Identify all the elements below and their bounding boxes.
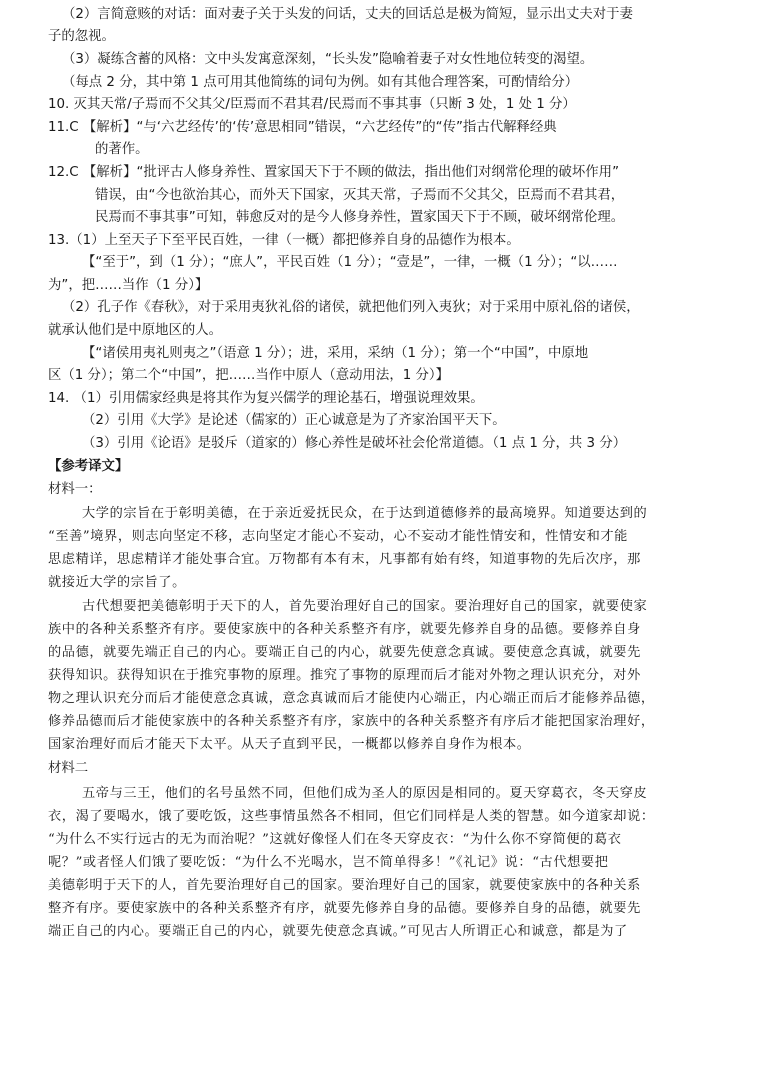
answer-line: 民焉而不事其事”可知，韩愈反对的是今人修身养性，置家国天下于不顾，破坏纲常伦理。 <box>95 210 625 225</box>
translation-line: 整齐有序。要使家族中的各种关系整齐有序，就要先修养自身的品德。要修养自身的品德，就要先 <box>48 901 641 916</box>
translation-line: 就接近大学的宗旨了。 <box>48 575 186 590</box>
material-label: 材料一： <box>48 482 102 497</box>
answer-line: 子的忽视。 <box>48 29 115 44</box>
translation-line: 呢？”或者怪人们饿了要吃饭：“为什么不光喝水，岂不简单得多！”《礼记》说：“古代想要把 <box>48 855 609 870</box>
answer-line: （2）言简意赅的对话：面对妻子关于头发的问话，丈夫的回话总是极为简短，显示出丈夫对于妻 <box>62 7 633 22</box>
answer-line: 就承认他们是中原地区的人。 <box>48 323 223 338</box>
answer-line: 【“至于”，到（1 分）；“庶人”，平民百姓（1 分）；“壹是”，一律，一概（1 分）；“以…… <box>82 255 618 270</box>
answer-line: 12.C 【解析】“批评古人修身养性、置家国天下于不顾的做法，指出他们对纲常伦理的破坏作用” <box>48 165 620 180</box>
reference-translation-heading: 【参考译文】 <box>48 459 129 474</box>
answer-line: （2）孔子作《春秋》，对于采用夷狄礼俗的诸侯，就把他们列入夷狄；对于采用中原礼俗的诸侯， <box>62 300 640 315</box>
answer-line: （每点 2 分，其中第 1 点可用其他简练的词句为例。如有其他合理答案，可酌情给分） <box>62 75 579 90</box>
translation-line: 国家治理好而后才能天下太平。从天子直到平民，一概都以修养自身作为根本。 <box>48 737 531 752</box>
translation-line: 大学的宗旨在于彰明美德，在于亲近爱抚民众，在于达到道德修养的最高境界。知道要达到的 <box>82 506 648 521</box>
translation-line: 思虑精详，思虑精详才能处事合宜。万物都有本有末，凡事都有始有终，知道事物的先后次序，那 <box>48 552 641 567</box>
answer-line: 13.（1）上至天子下至平民百姓，一律（一概）都把修养自身的品德作为根本。 <box>48 233 520 248</box>
translation-line: 修养品德而后才能使家族中的各种关系整齐有序，家族中的各种关系整齐有序后才能把国家治理好， <box>48 714 655 729</box>
answer-line: （3）引用《论语》是驳斥（道家的）修心养性是破坏社会伦常道德。（1 点 1 分，共 3 分） <box>82 436 627 451</box>
translation-line: 端正自己的内心。要端正自己的内心，就要先使意念真诚。”可见古人所谓正心和诚意，都是为了 <box>48 924 628 939</box>
answer-line: 11.C 【解析】“与‘六艺经传’的‘传’意思相同”错误，“六艺经传”的“传”指古代解释经典 <box>48 120 557 135</box>
translation-line: “至善”境界，则志向坚定不移，志向坚定才能心不妄动，心不妄动才能性情安和，性情安和才能 <box>48 529 628 544</box>
answer-line: 14. （1）引用儒家经典是将其作为复兴儒学的理论基石，增强说理效果。 <box>48 391 484 406</box>
translation-line: 物之理认识充分而后才能使意念真诚，意念真诚而后才能使内心端正，内心端正而后才能修养品德， <box>48 691 655 706</box>
translation-line: 衣，渴了要喝水，饿了要吃饭，这些事情虽然各不相同，但它们同样是人类的智慧。如今道家却说： <box>48 809 655 824</box>
answer-line: （2）引用《大学》是论述（儒家的）正心诚意是为了齐家治国平天下。 <box>82 413 506 428</box>
answer-line: 【“诸侯用夷礼则夷之”（语意 1 分）；进，采用，采纳（1 分）；第一个“中国”，中原地 <box>82 346 589 361</box>
translation-line: 族中的各种关系整齐有序。要使家族中的各种关系整齐有序，就要先修养自身的品德。要修养自身 <box>48 622 641 637</box>
answer-line: 为”，把……当作（1 分）】 <box>48 278 209 293</box>
answer-line: 错误，由“今也欲治其心，而外天下国家，灭其天常，子焉而不父其父，臣焉而不君其君， <box>95 188 625 203</box>
translation-line: 的品德，就要先端正自己的内心。要端正自己的内心，就要先使意念真诚。要使意念真诚，就要先 <box>48 645 641 660</box>
material-label: 材料二 <box>48 761 89 776</box>
answer-line: 10. 灭其天常/子焉而不父其父/臣焉而不君其君/民焉而不事其事（只断 3 处，1 处 1 分） <box>48 97 576 112</box>
answer-line: （3）凝练含蓄的风格：文中头发寓意深刻，“长头发”隐喻着妻子对女性地位转变的渴望。 <box>62 52 594 67</box>
translation-line: 五帝与三王，他们的名号虽然不同，但他们成为圣人的原因是相同的。夏天穿葛衣，冬天穿皮 <box>82 786 648 801</box>
translation-line: “为什么不实行远古的无为而治呢？”这就好像怪人们在冬天穿皮衣：“为什么你不穿简便的葛衣 <box>48 832 622 847</box>
answer-line: 的著作。 <box>95 142 149 157</box>
answer-line: 区（1 分）；第二个“中国”，把……当作中原人（意动用法，1 分）】 <box>48 368 449 383</box>
translation-line: 美德彰明于天下的人，首先要治理好自己的国家。要治理好自己的国家，就要使家族中的各种关系 <box>48 878 641 893</box>
translation-line: 古代想要把美德彰明于天下的人，首先要治理好自己的国家。要治理好自己的国家，就要使家 <box>82 599 648 614</box>
translation-line: 获得知识。获得知识在于推究事物的原理。推究了事物的原理而后才能对外物之理认识充分，对外 <box>48 668 641 683</box>
